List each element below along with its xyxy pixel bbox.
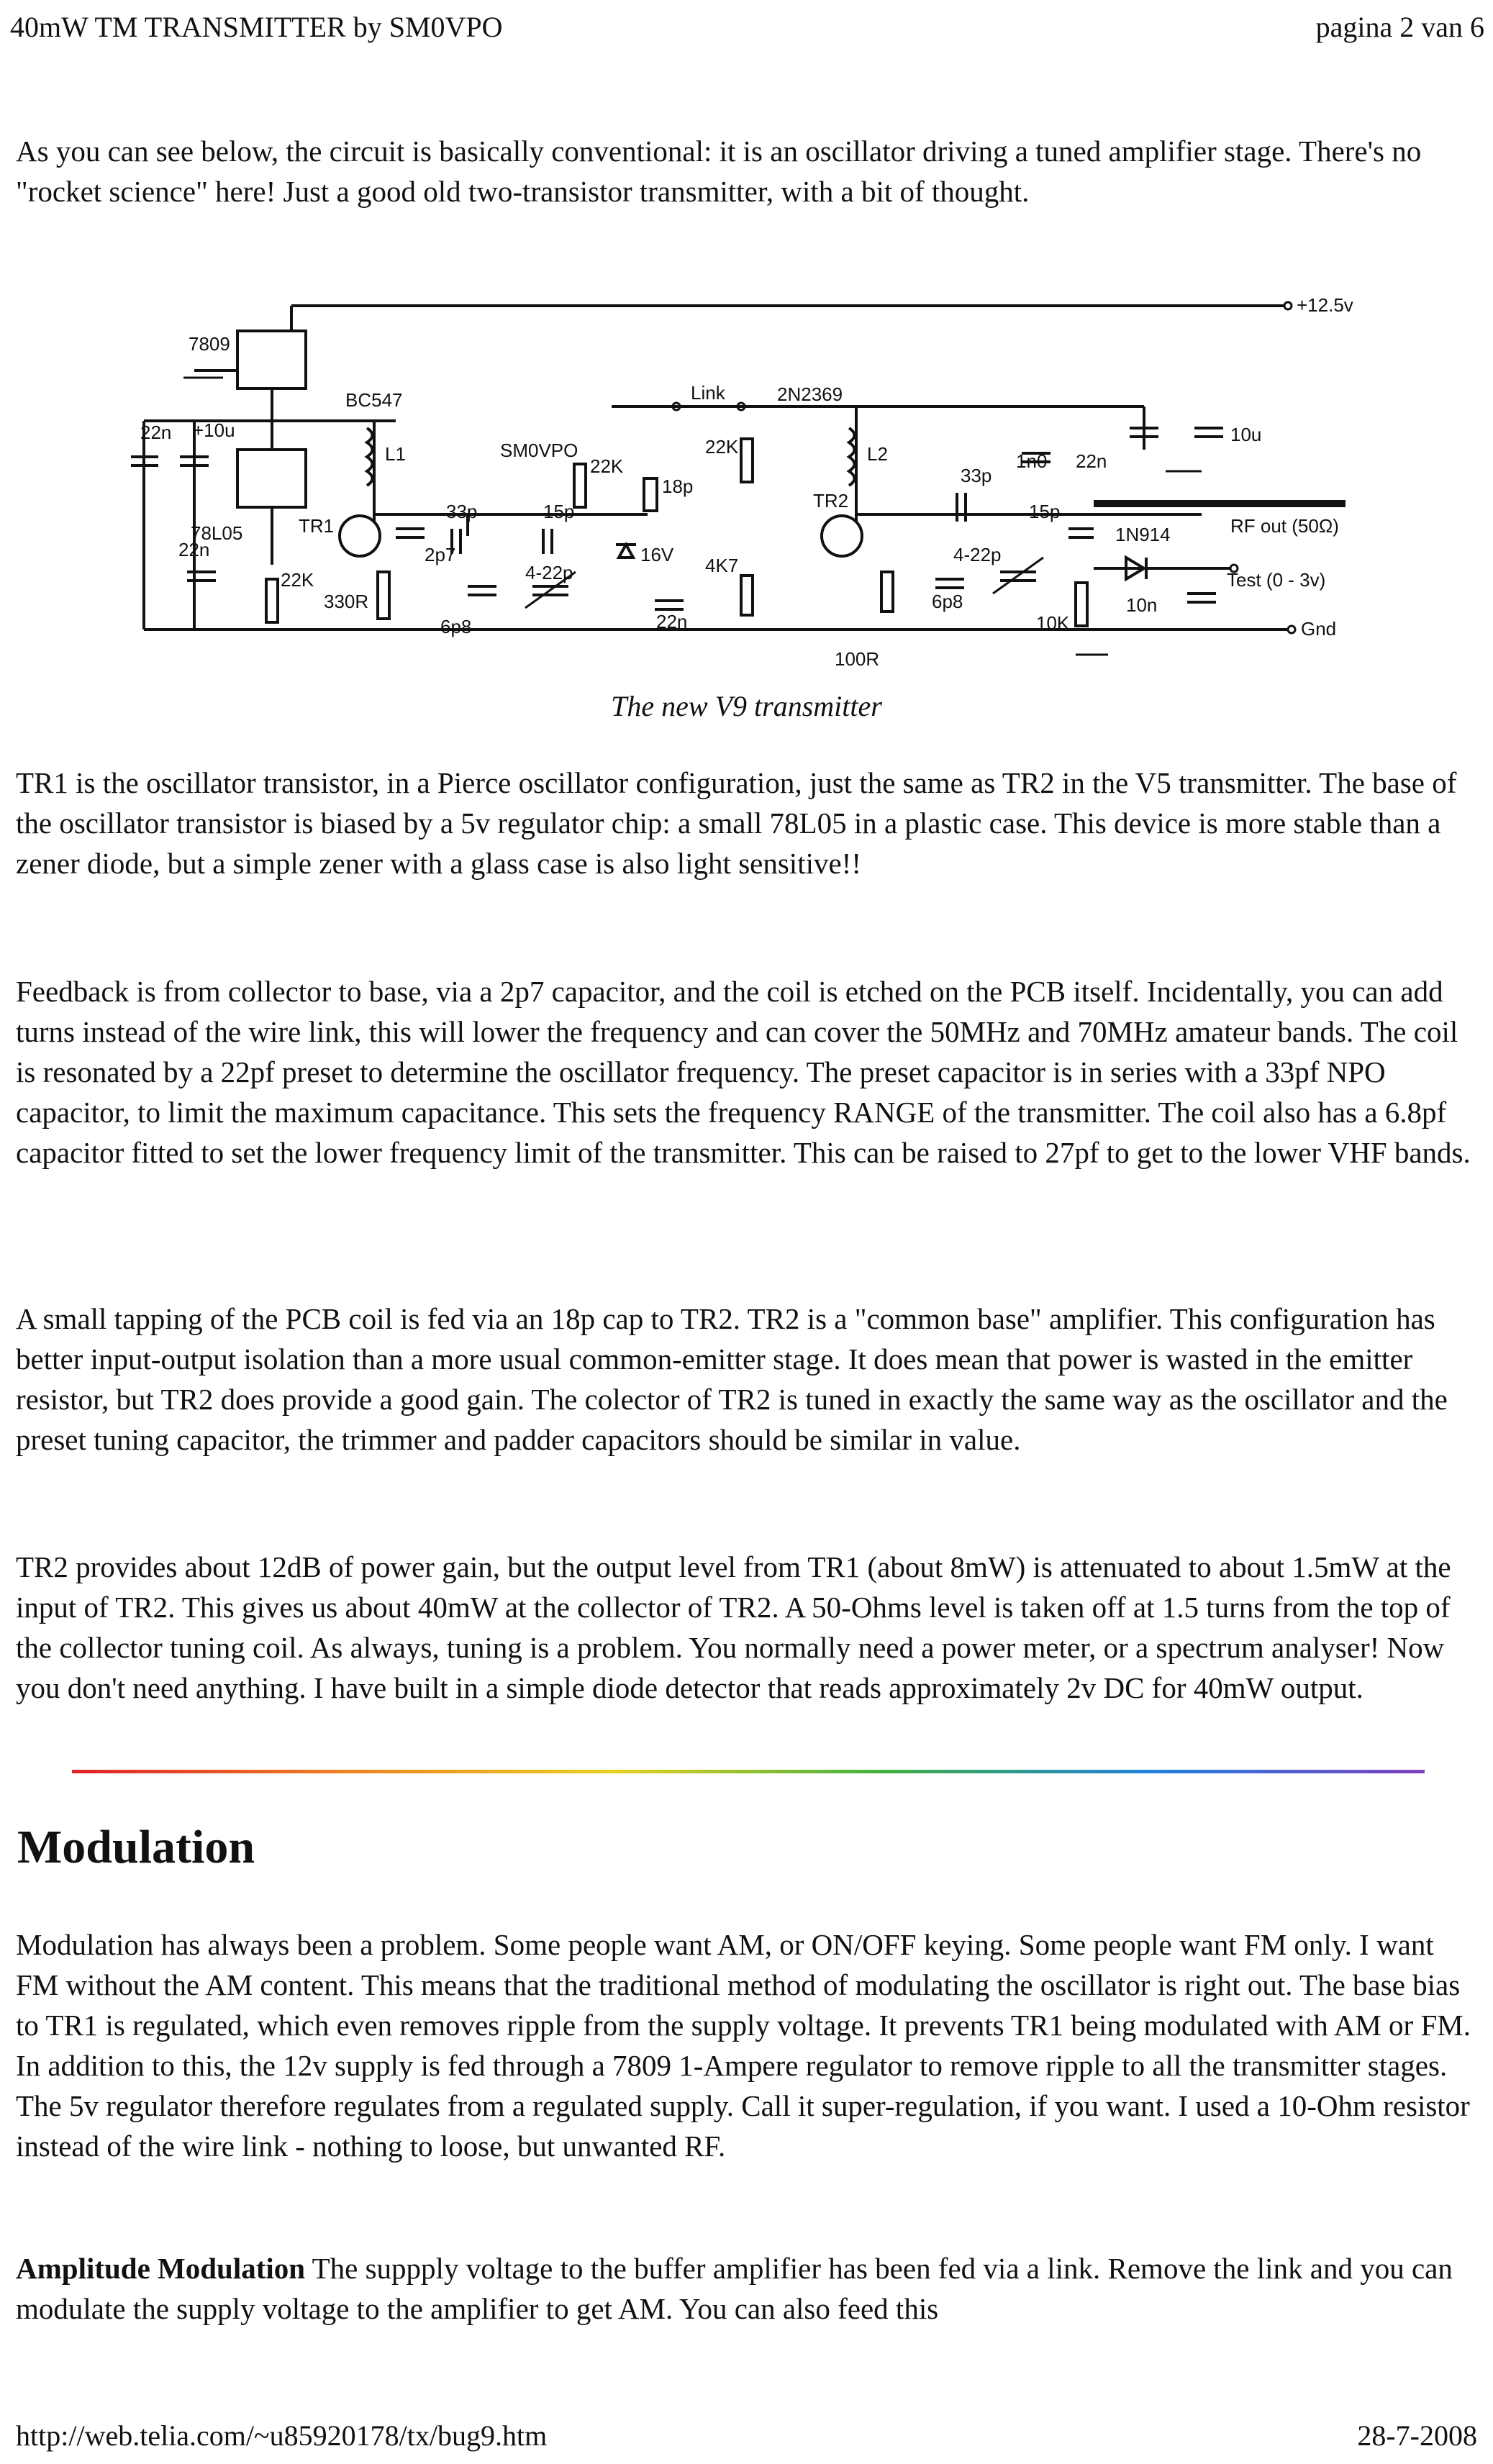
label-tr1-type: BC547 [345,389,403,411]
label-r22k-b: 22K [281,569,314,591]
label-diode: 1N914 [1115,524,1171,545]
resistor-10k [1076,583,1087,626]
label-test: Test (0 - 3v) [1227,569,1326,591]
label-rf-out: RF out (50Ω) [1230,515,1339,537]
rainbow-divider [72,1770,1425,1773]
label-tr2: TR2 [813,490,849,512]
label-r100: 100R [835,648,880,670]
modulation-paragraph: Modulation has always been a problem. Some people want AM, or ON/OFF keying. Some people want FM only. I want FM without the AM content. This means that the traditional method of modulating the oscillator is right out. The base bias to TR1 is regulated, which even removes ripple from the supply voltage. It prevents TR1 being modulated with AM or FM. In addition to this, the 12v supply is fed through a 7809 1-Ampere regulator to remove ripple to all the transmitter stages. The 5v regulator therefore regulates from a regulated supply. Call it super-regulation, if you want. I used a 10-Ohm resistor instead of the wire link - nothing to loose, but unwanted RF. [16,1928,1471,2163]
resistor-22k-b [266,579,278,622]
label-l1: L1 [385,443,406,465]
label-reg2: 78L05 [191,522,243,544]
label-c22n-d: 22n [656,611,688,632]
cap-18p [644,478,657,511]
label-c2p7: 2p7 [425,544,456,565]
page-header-title: 40mW TM TRANSMITTER by SM0VPO [10,11,503,43]
label-r330: 330R [324,591,369,612]
label-c33p-a: 33p [446,501,478,522]
transistor-tr2 [822,516,862,556]
page-number: pagina 2 van 6 [1315,11,1484,43]
label-l2: L2 [867,443,888,465]
label-gnd: Gnd [1301,618,1337,640]
label-zener: 16V [640,544,674,565]
label-c1n0: 1n0 [1016,450,1048,472]
label-author: SM0VPO [500,440,578,461]
label-c15p-a: 15p [543,501,575,522]
paragraph-4: TR2 provides about 12dB of power gain, but the output level from TR1 (about 8mW) is attenuated to about 1.5mW at the input of TR2. This gives us about 40mW at the collector of TR2. A 50-Ohms level is taken off at 1.5 turns from the top of the collector tuning coil. As always, tuning is a problem. You normally need a power meter, or a spectrum analyser! Now you don't need anything. I have built in a simple diode detector that reads approximately 2v DC for 40mW output. [16,1550,1451,1704]
label-trim-b: 4-22p [953,544,1002,565]
label-c22n-b: 22n [178,539,210,560]
resistor-22k-a [574,464,586,507]
label-c6p8-b: 6p8 [932,591,963,612]
resistor-4k7 [741,576,753,615]
label-link: Link [691,382,725,404]
label-tr1: TR1 [299,515,335,537]
label-r22k-a: 22K [590,455,624,477]
label-vplus: +12.5v [1297,294,1353,316]
label-c33p-b: 33p [961,465,992,486]
paragraph-3: A small tapping of the PCB coil is fed via an 18p cap to TR2. TR2 is a "common base" amplifier. This configuration has better input-output isolation than a more usual common-emitter stage. It does mean that power is wasted in the emitter resistor, but TR2 does provide a good gain. The colector of TR2 is tuned in exactly the same way as the oscillator and the preset tuning capacitor, the trimmer and padder capacitors should be similar in value. [16,1302,1448,1456]
am-paragraph [16,2248,1476,2329]
intro-paragraph: As you can see below, the circuit is basically conventional: it is an oscillator driving a tuned amplifier stage. There's no "rocket science" here! Just a good old two-transistor transmitter, with a bit of thought. [16,135,1422,208]
regulator-78l05 [237,450,306,507]
am-text: The suppply voltage to the buffer amplifier has been fed via a link. Remove the link and you can modulate the supply voltage to the amplifier to get AM. You can also feed this [16,2252,1453,2325]
section-heading: Modulation [17,1821,255,1873]
am-label: Amplitude Modulation [16,2252,306,2285]
label-c10n: 10n [1126,594,1158,616]
label-c6p8-a: 6p8 [440,616,472,637]
resistor-22k-c [741,439,753,482]
coil-l2 [849,428,855,486]
label-trim-a: 4-22p [525,562,573,583]
coil-l1 [367,428,373,486]
label-c15p-b: 15p [1029,501,1061,522]
paragraph-2: Feedback is from collector to base, via a 2p7 capacitor, and the coil is etched on the PCB itself. Incidentally, you can add turns instead of the wire link, this will lower the frequency and can cover the 50MHz and 70MHz amateur bands. The coil is resonated by a 22pf preset to determine the oscillator frequency. The preset capacitor is in series with a 33pf NPO capacitor, to limit the maximum capacitance. This sets the frequency RANGE of the transmitter. The coil also has a 6.8pf capacitor fitted to set the lower frequency limit of the transmitter. This can be raised to 27pf to get to the lower VHF bands. [16,975,1471,1169]
label-c22n-c: 22n [1076,450,1107,472]
regulator-7809 [237,331,306,388]
label-tr2-type: 2N2369 [777,383,843,405]
label-r22k-c: 22K [705,436,739,458]
label-reg1: 7809 [189,333,230,355]
circuit-schematic [108,284,1374,687]
footer-url[interactable]: http://web.telia.com/~u85920178/tx/bug9.htm [16,2419,548,2452]
label-r4k7: 4K7 [705,555,739,576]
zener-diode [619,545,633,558]
label-c18p: 18p [662,476,694,497]
label-c22n-a: 22n [140,422,172,443]
terminal-12v [1284,302,1292,309]
label-r10k: 10K [1036,612,1070,634]
resistor-330r [378,572,389,619]
paragraph-1: TR1 is the oscillator transistor, in a Pierce oscillator configuration, just the same as TR2 in the V5 transmitter. The base of the oscillator transistor is biased by a 5v regulator chip: a small 78L05 in a plastic case. This device is more stable than a zener diode, but a simple zener with a glass case is also light sensitive!! [16,766,1457,880]
resistor-100r [881,572,893,612]
label-c10u-a: +10u [193,419,235,441]
schematic-caption: The new V9 transmitter [611,690,882,722]
transistor-tr1 [340,516,380,556]
footer-date: 28-7-2008 [1357,2419,1477,2452]
label-c10u-b: 10u [1230,424,1262,445]
